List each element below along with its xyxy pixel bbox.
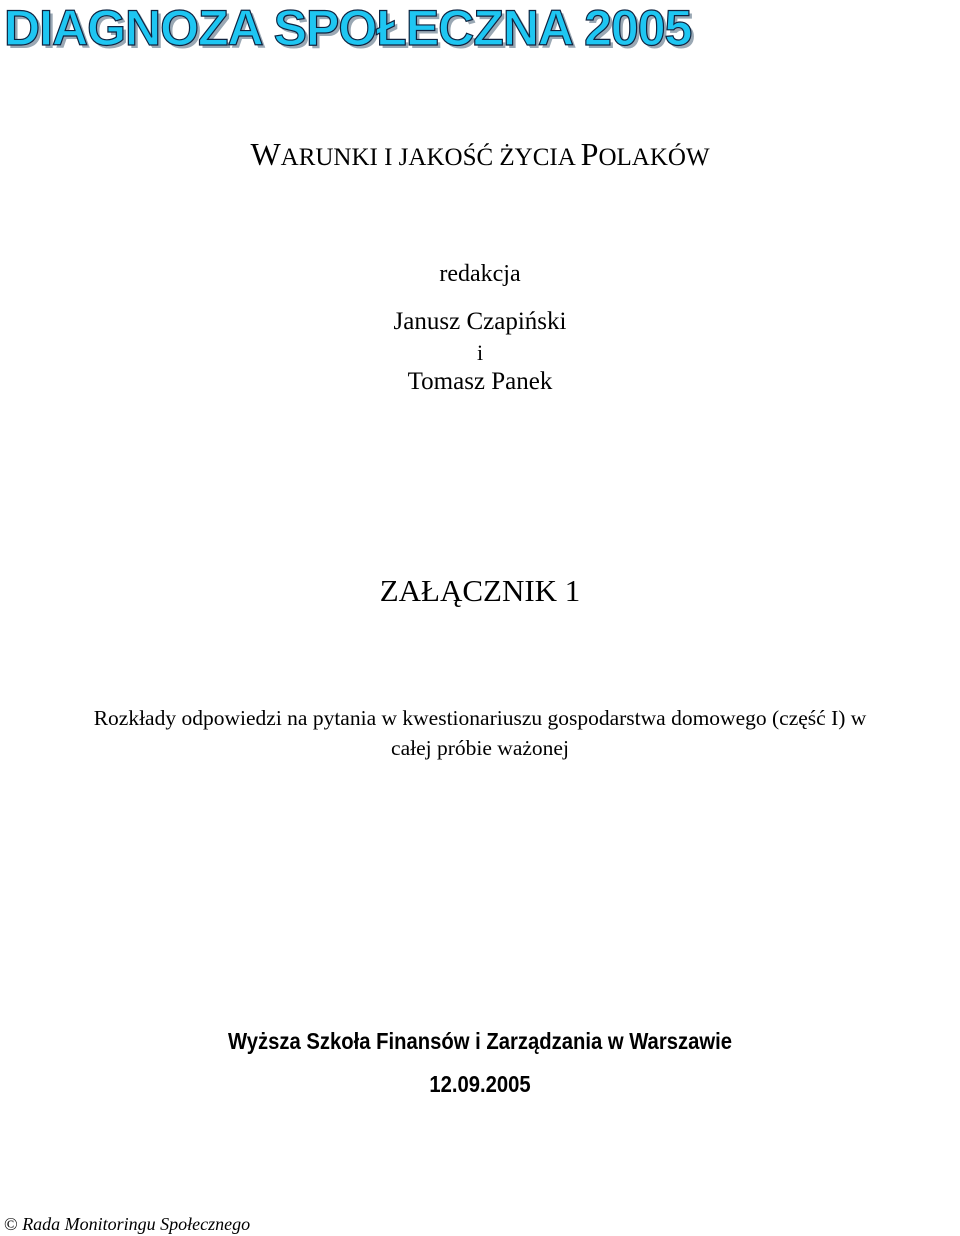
subtitle-initial-p: P [580, 136, 599, 172]
copyright-icon: © [4, 1214, 18, 1234]
subtitle-part-2: OLAKÓW [598, 144, 710, 171]
subtitle-part-1: ARUNKI I JAKOŚĆ ŻYCIA [280, 144, 581, 171]
editor-name-2: Tomasz Panek [407, 368, 553, 395]
document-title: DIAGNOZA SPOŁECZNA 2005 [4, 0, 692, 56]
description-line-2: całej próbie ważonej [391, 736, 569, 760]
editors-conjunction: i [476, 340, 484, 365]
document-subtitle [0, 134, 960, 178]
publication-date: 12.09.2005 [429, 1071, 531, 1097]
annex-heading: ZAŁĄCZNIK 1 [379, 573, 581, 608]
copyright-holder: Rada Monitoringu Społecznego [22, 1214, 251, 1234]
publisher-institution: Wyższa Szkoła Finansów i Zarządzania w Warszawie [228, 1028, 732, 1054]
subtitle-initial-w: W [250, 136, 281, 172]
annex-description [0, 703, 960, 763]
description-line-1: Rozkłady odpowiedzi na pytania w kwestionariuszu gospodarstwa domowego (część I) w [93, 706, 867, 730]
copyright-notice [4, 1212, 250, 1236]
editors-label: redakcja [439, 261, 521, 287]
editor-name-1: Janusz Czapiński [393, 308, 567, 335]
